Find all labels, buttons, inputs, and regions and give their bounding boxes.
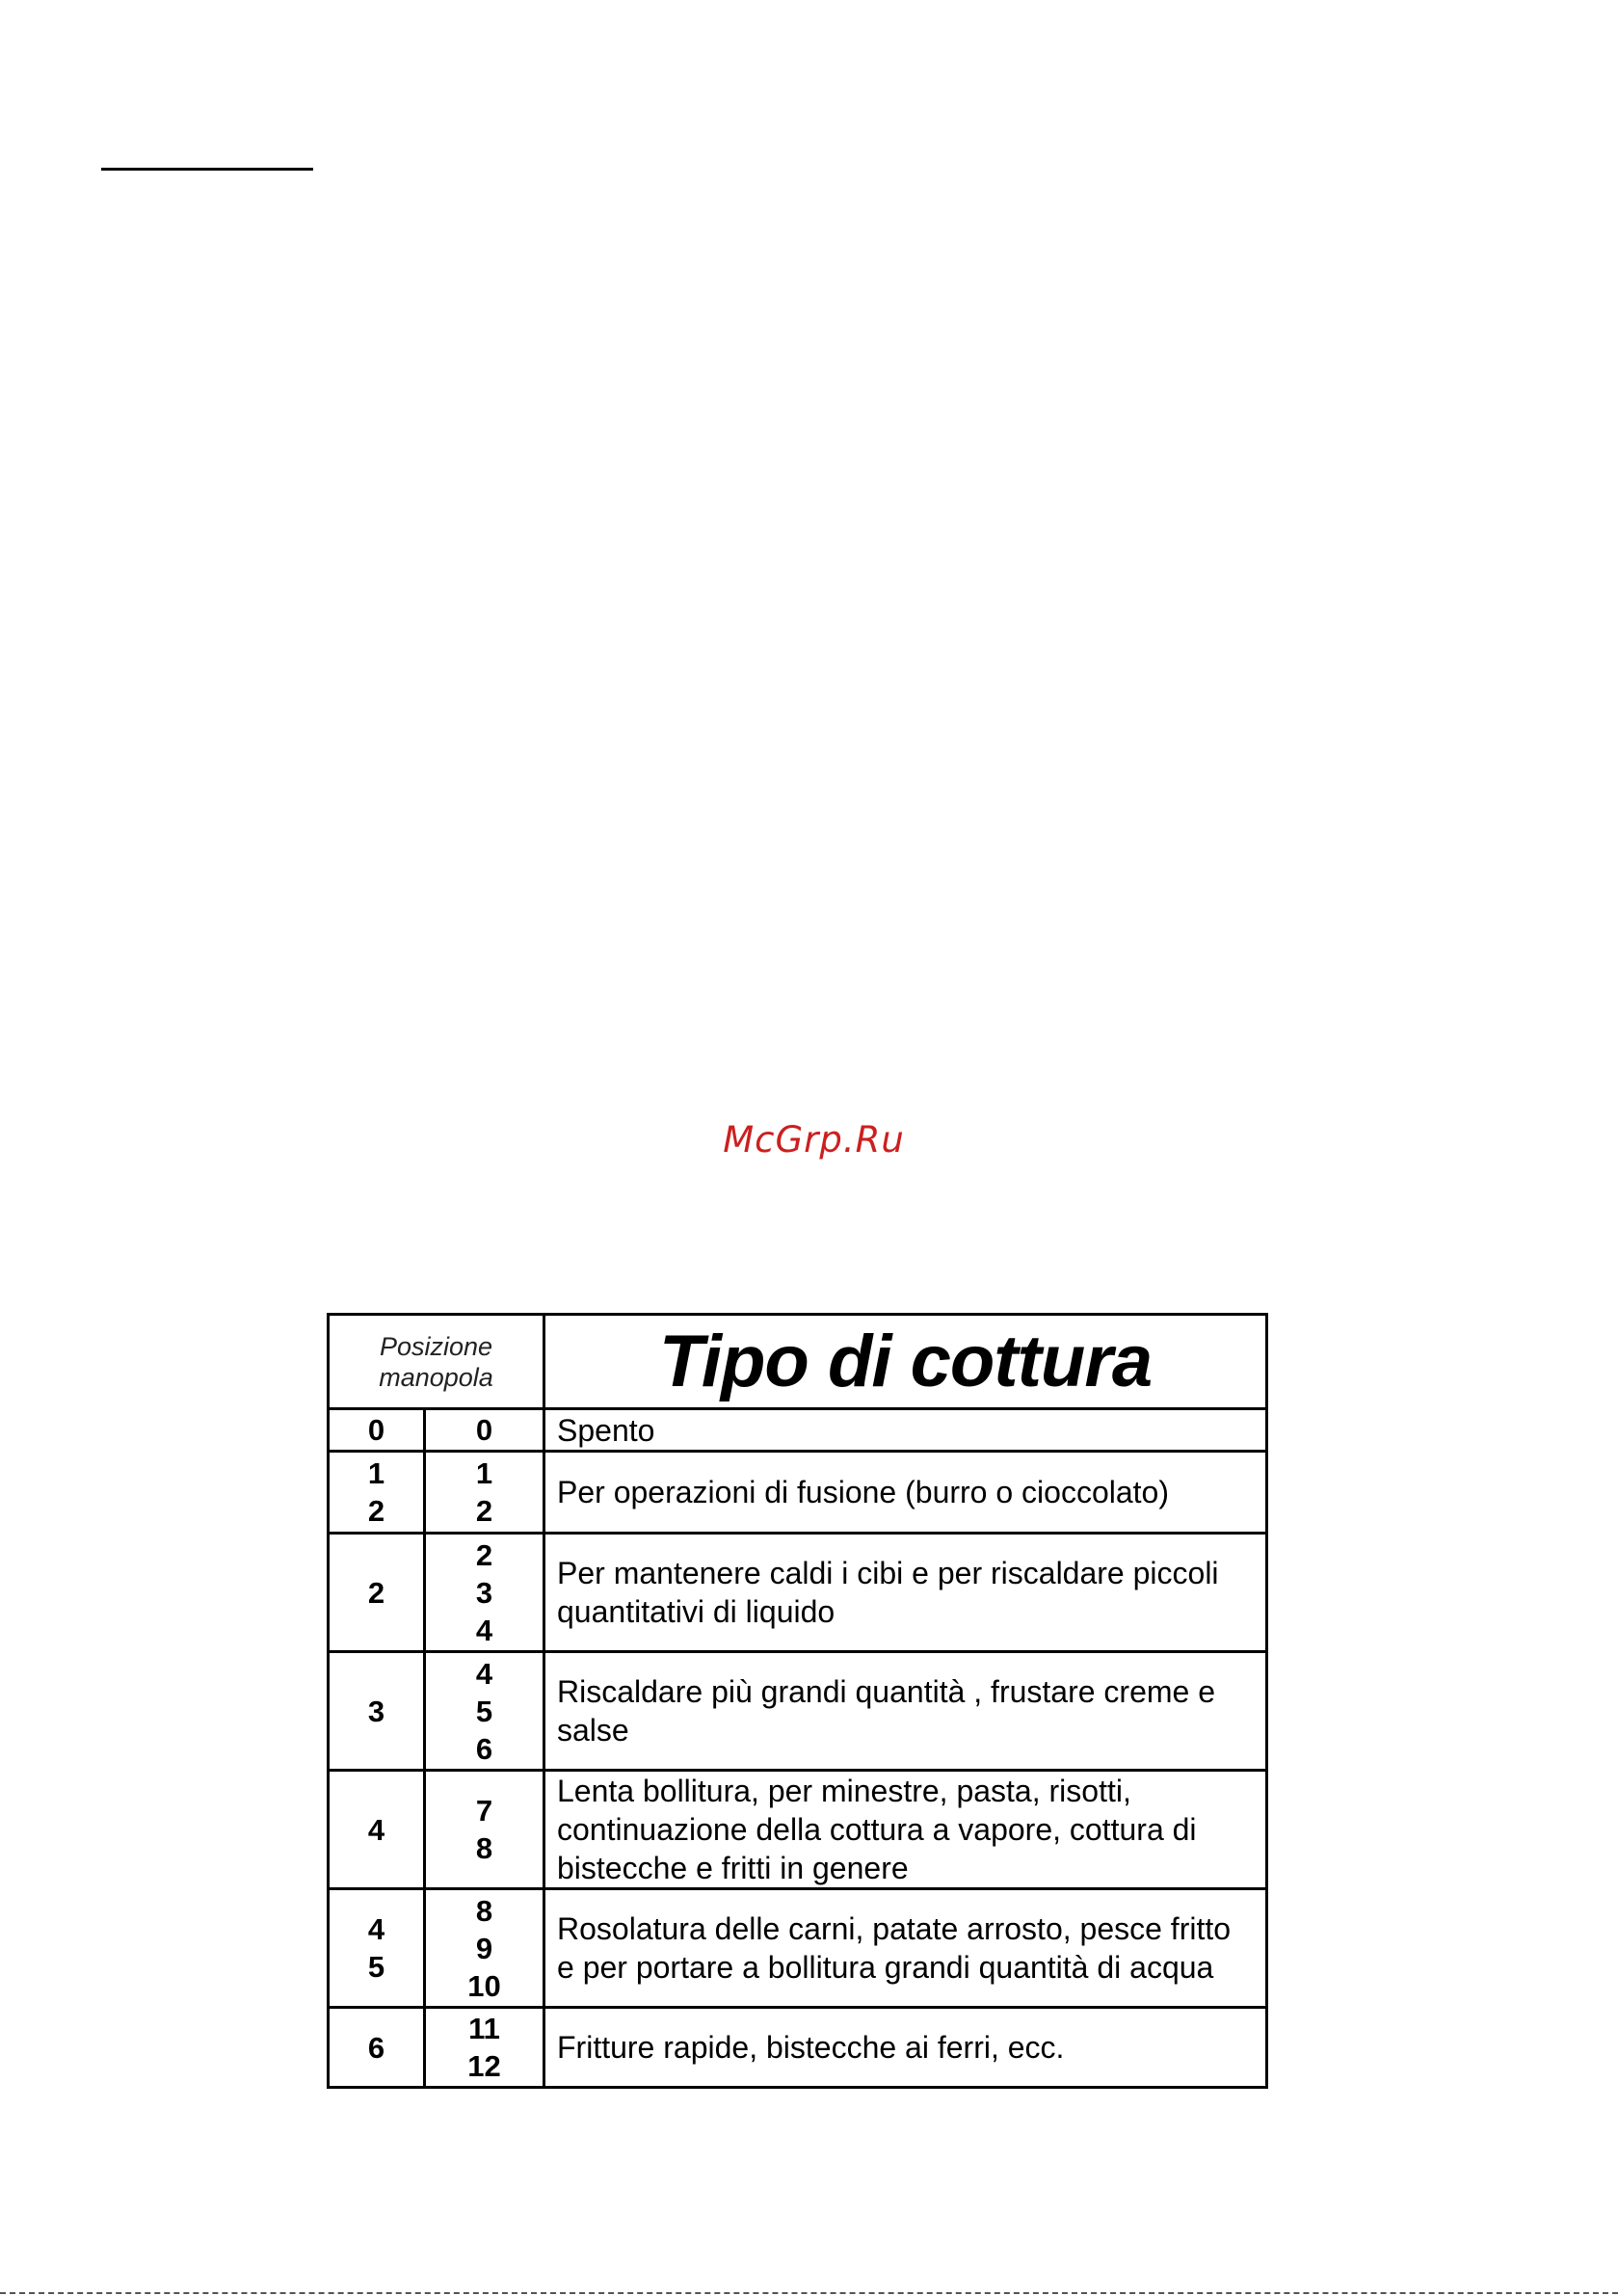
knob-position-a-cell bbox=[329, 1889, 425, 2008]
cooking-settings-table bbox=[327, 1313, 1268, 2089]
knob-value: 4 bbox=[367, 1812, 385, 1847]
knob-value: 0 bbox=[367, 1413, 385, 1447]
knob-position-b-cell bbox=[425, 1771, 544, 1889]
cooking-description: Per mantenere caldi i cibi e per riscaldare piccoli quantitativi di liquido bbox=[544, 1534, 1267, 1652]
knob-position-a-cell bbox=[329, 1452, 425, 1534]
knob-position-b-cell bbox=[425, 1889, 544, 2008]
knob-value: 3 bbox=[475, 1575, 493, 1610]
knob-value: 10 bbox=[467, 1968, 501, 2003]
knob-value: 2 bbox=[367, 1494, 385, 1528]
table-row bbox=[329, 1652, 1267, 1771]
cooking-description: Spento bbox=[544, 1409, 1267, 1452]
cooking-type-header: Tipo di cottura bbox=[544, 1315, 1267, 1409]
knob-value: 1 bbox=[367, 1456, 385, 1490]
top-divider-line bbox=[101, 168, 313, 171]
knob-value: 8 bbox=[475, 1831, 493, 1865]
knob-value: 7 bbox=[475, 1794, 493, 1828]
cooking-description: Riscaldare più grandi quantità , frustare creme e salse bbox=[544, 1652, 1267, 1771]
knob-value: 4 bbox=[367, 1912, 385, 1946]
cooking-description: Per operazioni di fusione (burro o cioccolato) bbox=[544, 1452, 1267, 1534]
table-row bbox=[329, 2008, 1267, 2088]
knob-value: 6 bbox=[475, 1731, 493, 1766]
knob-value: 9 bbox=[475, 1931, 493, 1965]
knob-value: 6 bbox=[367, 2030, 385, 2065]
knob-position-b-cell bbox=[425, 1652, 544, 1771]
knob-value: 12 bbox=[467, 2049, 501, 2083]
knob-value: 2 bbox=[475, 1537, 493, 1572]
knob-value: 1 bbox=[475, 1456, 493, 1490]
knob-position-a-cell bbox=[329, 2008, 425, 2088]
knob-value: 4 bbox=[475, 1613, 493, 1647]
position-header-cell bbox=[329, 1315, 544, 1409]
table-row bbox=[329, 1534, 1267, 1652]
cooking-description: Rosolatura delle carni, patate arrosto, pesce fritto e per portare a bollitura grandi quantità di acqua bbox=[544, 1889, 1267, 2008]
table-row bbox=[329, 1771, 1267, 1889]
table-row bbox=[329, 1452, 1267, 1534]
position-header-line2: manopola bbox=[379, 1362, 493, 1392]
table-header-row bbox=[329, 1315, 1267, 1409]
knob-value: 8 bbox=[475, 1893, 493, 1928]
knob-position-a-cell bbox=[329, 1771, 425, 1889]
knob-position-b-cell bbox=[425, 1534, 544, 1652]
table-row bbox=[329, 1409, 1267, 1452]
position-header-line1: Posizione bbox=[379, 1331, 493, 1361]
knob-value: 3 bbox=[367, 1694, 385, 1728]
cooking-description: Lenta bollitura, per minestre, pasta, risotti, continuazione della cottura a vapore, cottura di bistecche e fritti in genere bbox=[544, 1771, 1267, 1889]
knob-value: 2 bbox=[367, 1575, 385, 1610]
knob-value: 5 bbox=[367, 1950, 385, 1984]
knob-value: 2 bbox=[475, 1494, 493, 1528]
knob-position-b-cell bbox=[425, 1409, 544, 1452]
knob-value: 0 bbox=[475, 1413, 493, 1447]
knob-position-b-cell bbox=[425, 2008, 544, 2088]
watermark bbox=[0, 1119, 1618, 1161]
table-row bbox=[329, 1889, 1267, 2008]
cooking-description: Fritture rapide, bistecche ai ferri, ecc. bbox=[544, 2008, 1267, 2088]
knob-value: 5 bbox=[475, 1694, 493, 1728]
knob-position-a-cell bbox=[329, 1409, 425, 1452]
knob-position-a-cell bbox=[329, 1534, 425, 1652]
bottom-divider-line bbox=[0, 2292, 1618, 2294]
knob-position-a-cell bbox=[329, 1652, 425, 1771]
knob-value: 4 bbox=[475, 1656, 493, 1691]
watermark-text: McGrp.Ru bbox=[723, 1119, 905, 1161]
knob-position-b-cell bbox=[425, 1452, 544, 1534]
knob-value: 11 bbox=[468, 2012, 500, 2045]
